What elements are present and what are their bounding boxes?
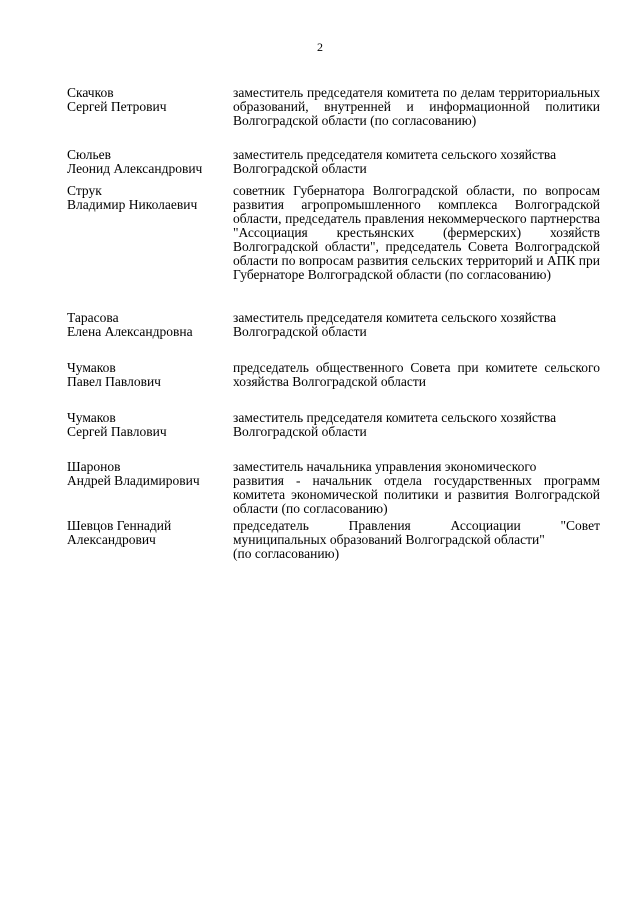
member-role: заместитель председателя комитета сельского хозяйства Волгоградской области xyxy=(233,147,557,176)
member-role-line: заместитель начальника управления экономического xyxy=(233,459,537,474)
page-number: 2 xyxy=(317,40,323,54)
member-name: Струк Владимир Николаевич xyxy=(67,183,198,212)
member-name: Шаронов Андрей Владимирович xyxy=(67,459,200,488)
member-role: заместитель председателя комитета сельского хозяйства Волгоградской области xyxy=(233,310,557,339)
member-role: председатель общественного Совета при комитете сельского хозяйства Волгоградской области xyxy=(233,360,600,389)
member-role xyxy=(233,519,600,561)
member-name: Шевцов Геннадий Александрович xyxy=(67,518,172,547)
member-role-rest: муниципальных образований Волгоградской области" (по согласованию) xyxy=(233,532,545,561)
member-name: Сюльев Леонид Александрович xyxy=(67,147,203,176)
member-role: заместитель председателя комитета по делам территориальных образований, внутренней и информационной политики Волгоградской области (по согласованию) xyxy=(233,85,600,128)
member-role: заместитель председателя комитета сельского хозяйства Волгоградской области xyxy=(233,410,557,439)
member-name: Чумаков Сергей Павлович xyxy=(67,410,167,439)
member-name: Чумаков Павел Павлович xyxy=(67,360,161,389)
member-name: Тарасова Елена Александровна xyxy=(67,310,193,339)
member-role xyxy=(233,460,600,516)
member-role: советник Губернатора Волгоградской области, по вопросам развития агропромышленного комплекса Волгоградской области, председатель правления некоммерческого партнерства "Ассоциация крестьянских (фермерских) хозяйств Волгоградской области", председатель Совета Волгоградской области по вопросам развития сельских территорий и АПК при Губернаторе Волгоградской области (по согласованию) xyxy=(233,183,600,282)
member-role-line: председатель Правления Ассоциации "Совет xyxy=(233,518,600,533)
member-role-rest: развития - начальник отдела государственных программ комитета экономической политики и развития Волгоградской области (по согласованию) xyxy=(233,473,600,516)
member-name: Скачков Сергей Петрович xyxy=(67,85,167,114)
